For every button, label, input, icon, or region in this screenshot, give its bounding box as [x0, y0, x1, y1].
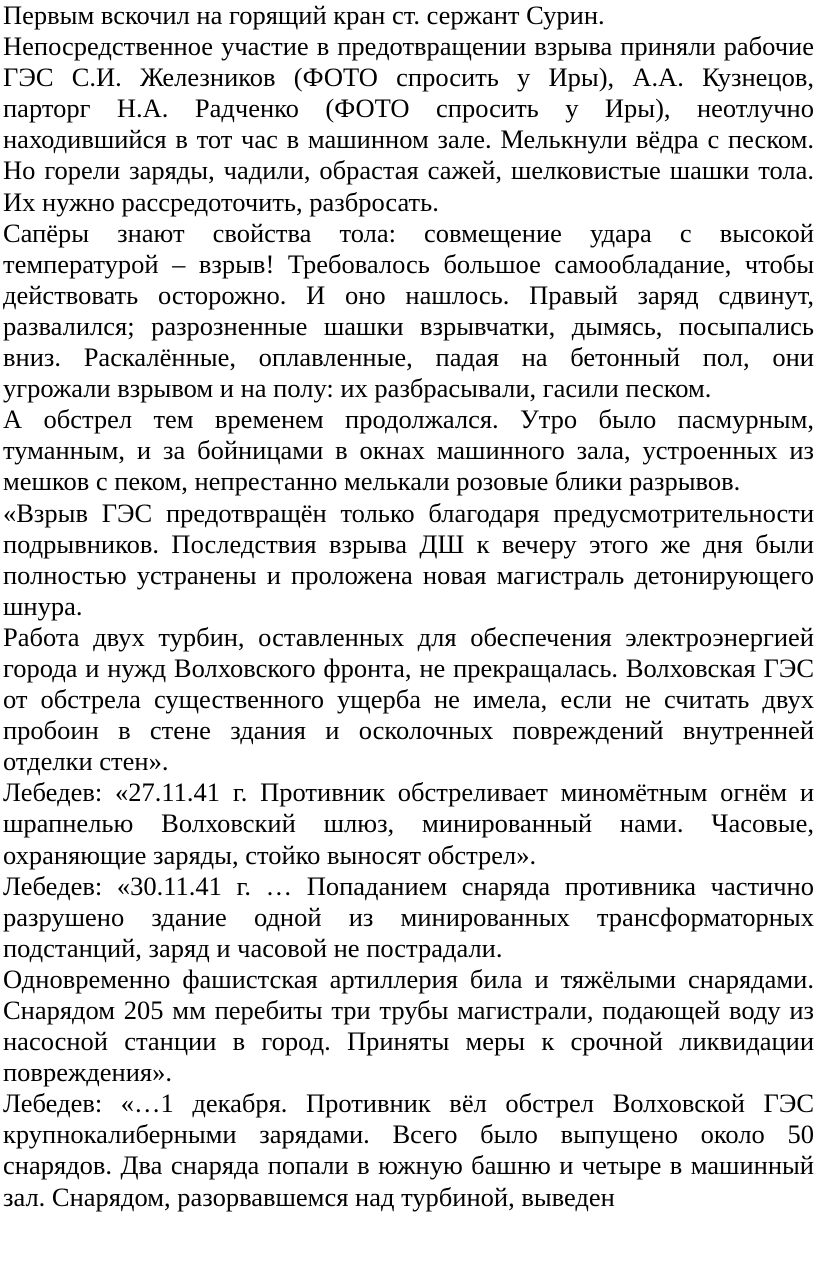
- paragraph: Непосредственное участие в предотвращении взрыва приняли рабочие ГЭС С.И. Железников (ФОТО спросить у Иры), А.А. Кузнецов, парторг Н.А. Радченко (ФОТО спросить у Иры), неотлучно находившийся в тот час в машинном зале. Мелькнули вёдра с песком. Но горели заряды, чадили, обрастая сажей, шелковистые шашки тола. Их нужно рассредоточить, разбросать.: [3, 31, 814, 217]
- paragraph: Одновременно фашистская артиллерия била и тяжёлыми снарядами. Снарядом 205 мм перебиты три трубы магистрали, подающей воду из насосной станции в город. Приняты меры к срочной ликвидации повреждения».: [3, 963, 814, 1088]
- paragraph: Лебедев: «30.11.41 г. … Попаданием снаряда противника частично разрушено здание одной из минированных трансформаторных подстанций, заряд и часовой не пострадали.: [3, 870, 814, 963]
- paragraph: А обстрел тем временем продолжался. Утро было пасмурным, туманным, и за бойницами в окнах машинного зала, устроенных из мешков с пеком, непрестанно мелькали розовые блики разрывов.: [3, 404, 814, 497]
- paragraph: Сапёры знают свойства тола: совмещение удара с высокой температурой – взрыв! Требовалось большое самообладание, чтобы действовать осторожно. И оно нашлось. Правый заряд сдвинут, развалился; разрозненные шашки взрывчатки, дымясь, посыпались вниз. Раскалённые, оплавленные, падая на бетонный пол, они угрожали взрывом и на полу: их разбрасывали, гасили песком.: [3, 217, 814, 404]
- paragraph: Лебедев: «…1 декабря. Противник вёл обстрел Волховской ГЭС крупнокалиберными зарядами. Всего было выпущено около 50 снарядов. Два снаряда попали в южную башню и четыре в машинный зал. Снарядом, разорвавшемся над турбиной, выведен: [3, 1088, 814, 1212]
- paragraph: Первым вскочил на горящий кран ст. сержант Сурин.: [3, 0, 605, 30]
- paragraph: Лебедев: «27.11.41 г. Противник обстреливает миномётным огнём и шрапнелью Волховский шлюз, минированный нами. Часовые, охраняющие заряды, стойко выносят обстрел».: [3, 777, 814, 870]
- paragraph: «Взрыв ГЭС предотвращён только благодаря предусмотрительности подрывников. Последствия взрыва ДШ к вечеру этого же дня были полностью устранены и проложена новая магистраль детонирующего шнура.: [3, 497, 814, 621]
- paragraph: Работа двух турбин, оставленных для обеспечения электроэнергией города и нужд Волховского фронта, не прекращалась. Волховская ГЭС от обстрела существенного ущерба не имела, если не считать двух пробоин в стене здания и осколочных повреждений внутренней отделки стен».: [3, 621, 814, 777]
